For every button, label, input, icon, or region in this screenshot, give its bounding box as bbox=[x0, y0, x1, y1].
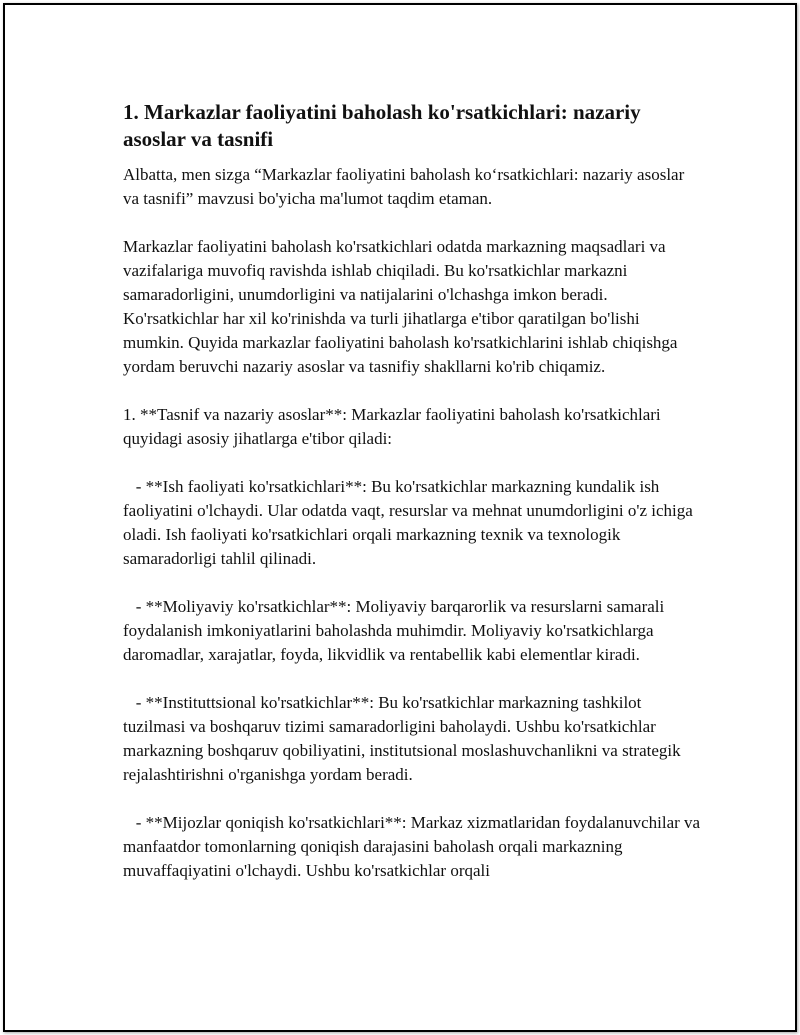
paragraph-overview: Markazlar faoliyatini baholash ko'rsatkichlari odatda markazning maqsadlari va vazifalariga muvofiq ravishda ishlab chiqiladi. Bu ko'rsatkichlar markazni samaradorligini, unumdorligini va natijalarini o'lchashga imkon beradi. Ko'rsatkichlar har xil ko'rinishda va turli jihatlarga e'tibor qaratilgan bo'lishi mumkin. Quyida markazlar faoliyatini baholash ko'rsatkichlarini ishlab chiqishga yordam beruvchi nazariy asoslar va tasnifiy shakllarni ko'rib chiqamiz. bbox=[123, 237, 678, 376]
document-title: 1. Markazlar faoliyatini baholash ko'rsatkichlari: nazariy asoslar va tasnifi bbox=[123, 100, 641, 151]
bullet-work-activity: - **Ish faoliyati ko'rsatkichlari**: Bu ko'rsatkichlar markazning kundalik ish faoliyatini o'lchaydi. Ular odatda vaqt, resurslar va mehnat unumdorligini o'z ichiga oladi. Ish faoliyati ko'rsatkichlari orqali markazning texnik va texnologik samaradorligi tahlil qilinadi. bbox=[123, 477, 693, 568]
paragraph-intro: Albatta, men sizga “Markazlar faoliyatini baholash ko‘rsatkichlari: nazariy asoslar va tasnifi” mavzusi bo'yicha ma'lumot taqdim etaman. bbox=[123, 165, 685, 208]
document-body bbox=[123, 99, 703, 907]
bullet-institutional: - **Instituttsional ko'rsatkichlar**: Bu ko'rsatkichlar markazning tashkilot tuzilmasi va boshqaruv tizimi samaradorligini baholaydi. Ushbu ko'rsatkichlar markazning boshqaruv qobiliyatini, institutsional moslashuvchanlikni va strategik rejalashtirishni o'rganishga yordam beradi. bbox=[123, 693, 681, 784]
page bbox=[3, 3, 797, 1032]
bullet-financial: - **Moliyaviy ko'rsatkichlar**: Moliyaviy barqarorlik va resurslarni samarali foydalanish imkoniyatlarini baholashda muhimdir. Moliyaviy ko'rsatkichlarga daromadlar, xarajatlar, foyda, likvidlik va rentabellik kabi elementlar kiradi. bbox=[123, 597, 665, 664]
paragraph-section-1: 1. **Tasnif va nazariy asoslar**: Markazlar faoliyatini baholash ko'rsatkichlari quyidagi asosiy jihatlarga e'tibor qiladi: bbox=[123, 405, 661, 448]
bullet-customer-satisfaction: - **Mijozlar qoniqish ko'rsatkichlari**: Markaz xizmatlaridan foydalanuvchilar va manfaatdor tomonlarning qoniqish darajasini baholash orqali markazning muvaffaqiyatini o'lchaydi. Ushbu ko'rsatkichlar orqali bbox=[123, 813, 701, 880]
